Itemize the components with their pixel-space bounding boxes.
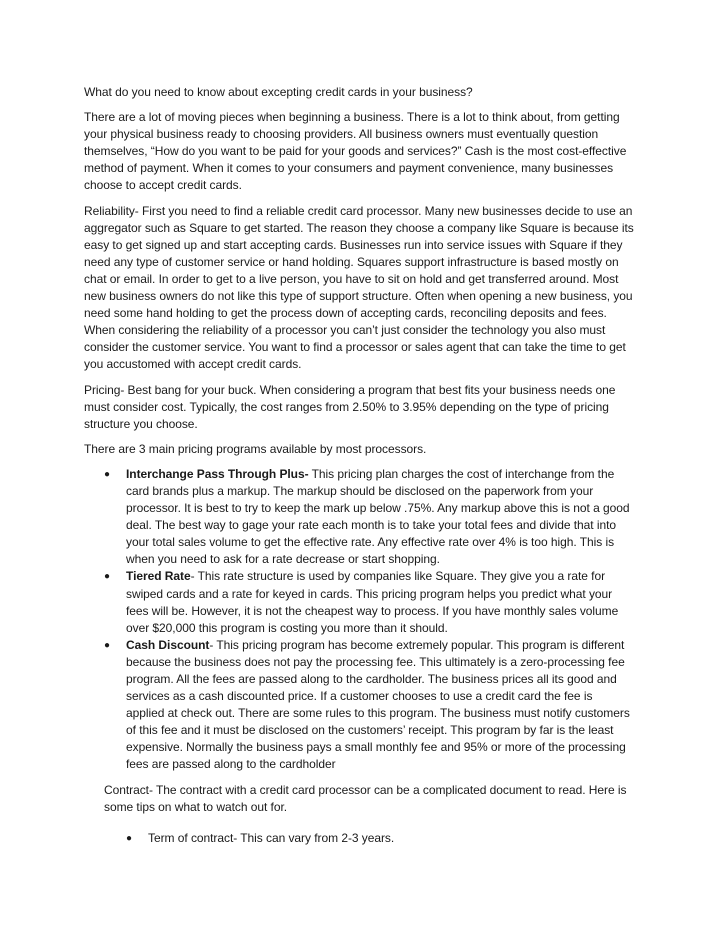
list-item [126, 830, 634, 847]
bullet-icon: ● [104, 571, 110, 583]
program-description: This pricing plan charges the cost of interchange from the card brands plus a markup. The markup should be disclosed on the paperwork from your processor. It is best to try to keep the mark up below .75%. Any markup above this is not a good deal. The best way to gage your rate each month is to take your total fees and divide that into your total sales volume to get the effective rate. Any effective rate over 4% is too high. This is when you need to ask for a rate decrease or start shopping. [126, 466, 630, 567]
program-term: Cash Discount [126, 637, 210, 652]
list-item [104, 466, 634, 569]
program-description: - This rate structure is used by companies like Square. They give you a rate for swiped cards and a rate for keyed in cards. This pricing program helps you predict what your fees will be. However, it is not the cheapest way to process. If you have monthly sales volume over $20,000 this program is costing you more than it should. [126, 569, 619, 635]
contract-item-text: Term of contract- This can vary from 2-3 years. [148, 830, 395, 845]
reliability-paragraph: Reliability- First you need to find a reliable credit card processor. Many new businesses decide to use an aggregator such as Square to get started. The reason they choose a company like Square is because its easy to get signed up and start accepting cards. Businesses run into service issues with Square if they need any type of customer service or hand holding. Squares support infrastructure is based mostly on chat or email. In order to get to a live person, you have to sit on hold and get transferred around. Most new business owners do not like this type of support structure. Often when opening a new business, you need some hand holding to get the process down of accepting cards, reconciling deposits and fees. When considering the reliability of a processor you can’t just consider the technology you also must consider the customer service. You want to find a processor or sales agent that can take the time to get you accustomed with accept credit cards. [84, 203, 634, 372]
programs-intro: There are 3 main pricing programs available by most processors. [84, 441, 427, 456]
list-item [104, 568, 634, 636]
bullet-icon: ● [126, 832, 132, 844]
intro-paragraph: There are a lot of moving pieces when beginning a business. There is a lot to think about, from getting your physical business ready to choosing providers. All business owners must eventually question themselves, “How do you want to be paid for your goods and services?” Cash is the most cost-effective method of payment. When it comes to your consumers and payment convenience, many businesses choose to accept credit cards. [84, 110, 627, 193]
contract-paragraph: Contract- The contract with a credit card processor can be a complicated document to read. Here is some tips on what to watch out for. [104, 782, 627, 814]
pricing-programs-list [84, 466, 634, 774]
list-item [104, 637, 634, 774]
program-term: Tiered Rate [126, 569, 191, 584]
contract-tips-list [84, 830, 634, 847]
document-title: What do you need to know about excepting credit cards in your business? [84, 85, 473, 99]
program-description: - This pricing program has become extremely popular. This program is different because the business does not pay the processing fee. This ultimately is a zero-processing fee program. All the fees are passed along to the cardholder. The business prices all its good and services as a cash discounted price. If a customer chooses to use a credit card the fee is applied at check out. There are some rules to this program. The business must notify customers of this fee and it must be disclosed on the customers’ receipt. This program by far is the least expensive. Normally the business pays a small monthly fee and 95% or more of the processing fees are passed along to the cardholder [126, 637, 630, 772]
pricing-paragraph: Pricing- Best bang for your buck. When considering a program that best fits your business needs one must consider cost. Typically, the cost ranges from 2.50% to 3.95% depending on the type of pricing structure you choose. [84, 382, 616, 431]
bullet-icon: ● [104, 639, 110, 651]
program-term: Interchange Pass Through Plus- [126, 466, 309, 481]
bullet-icon: ● [104, 468, 110, 480]
